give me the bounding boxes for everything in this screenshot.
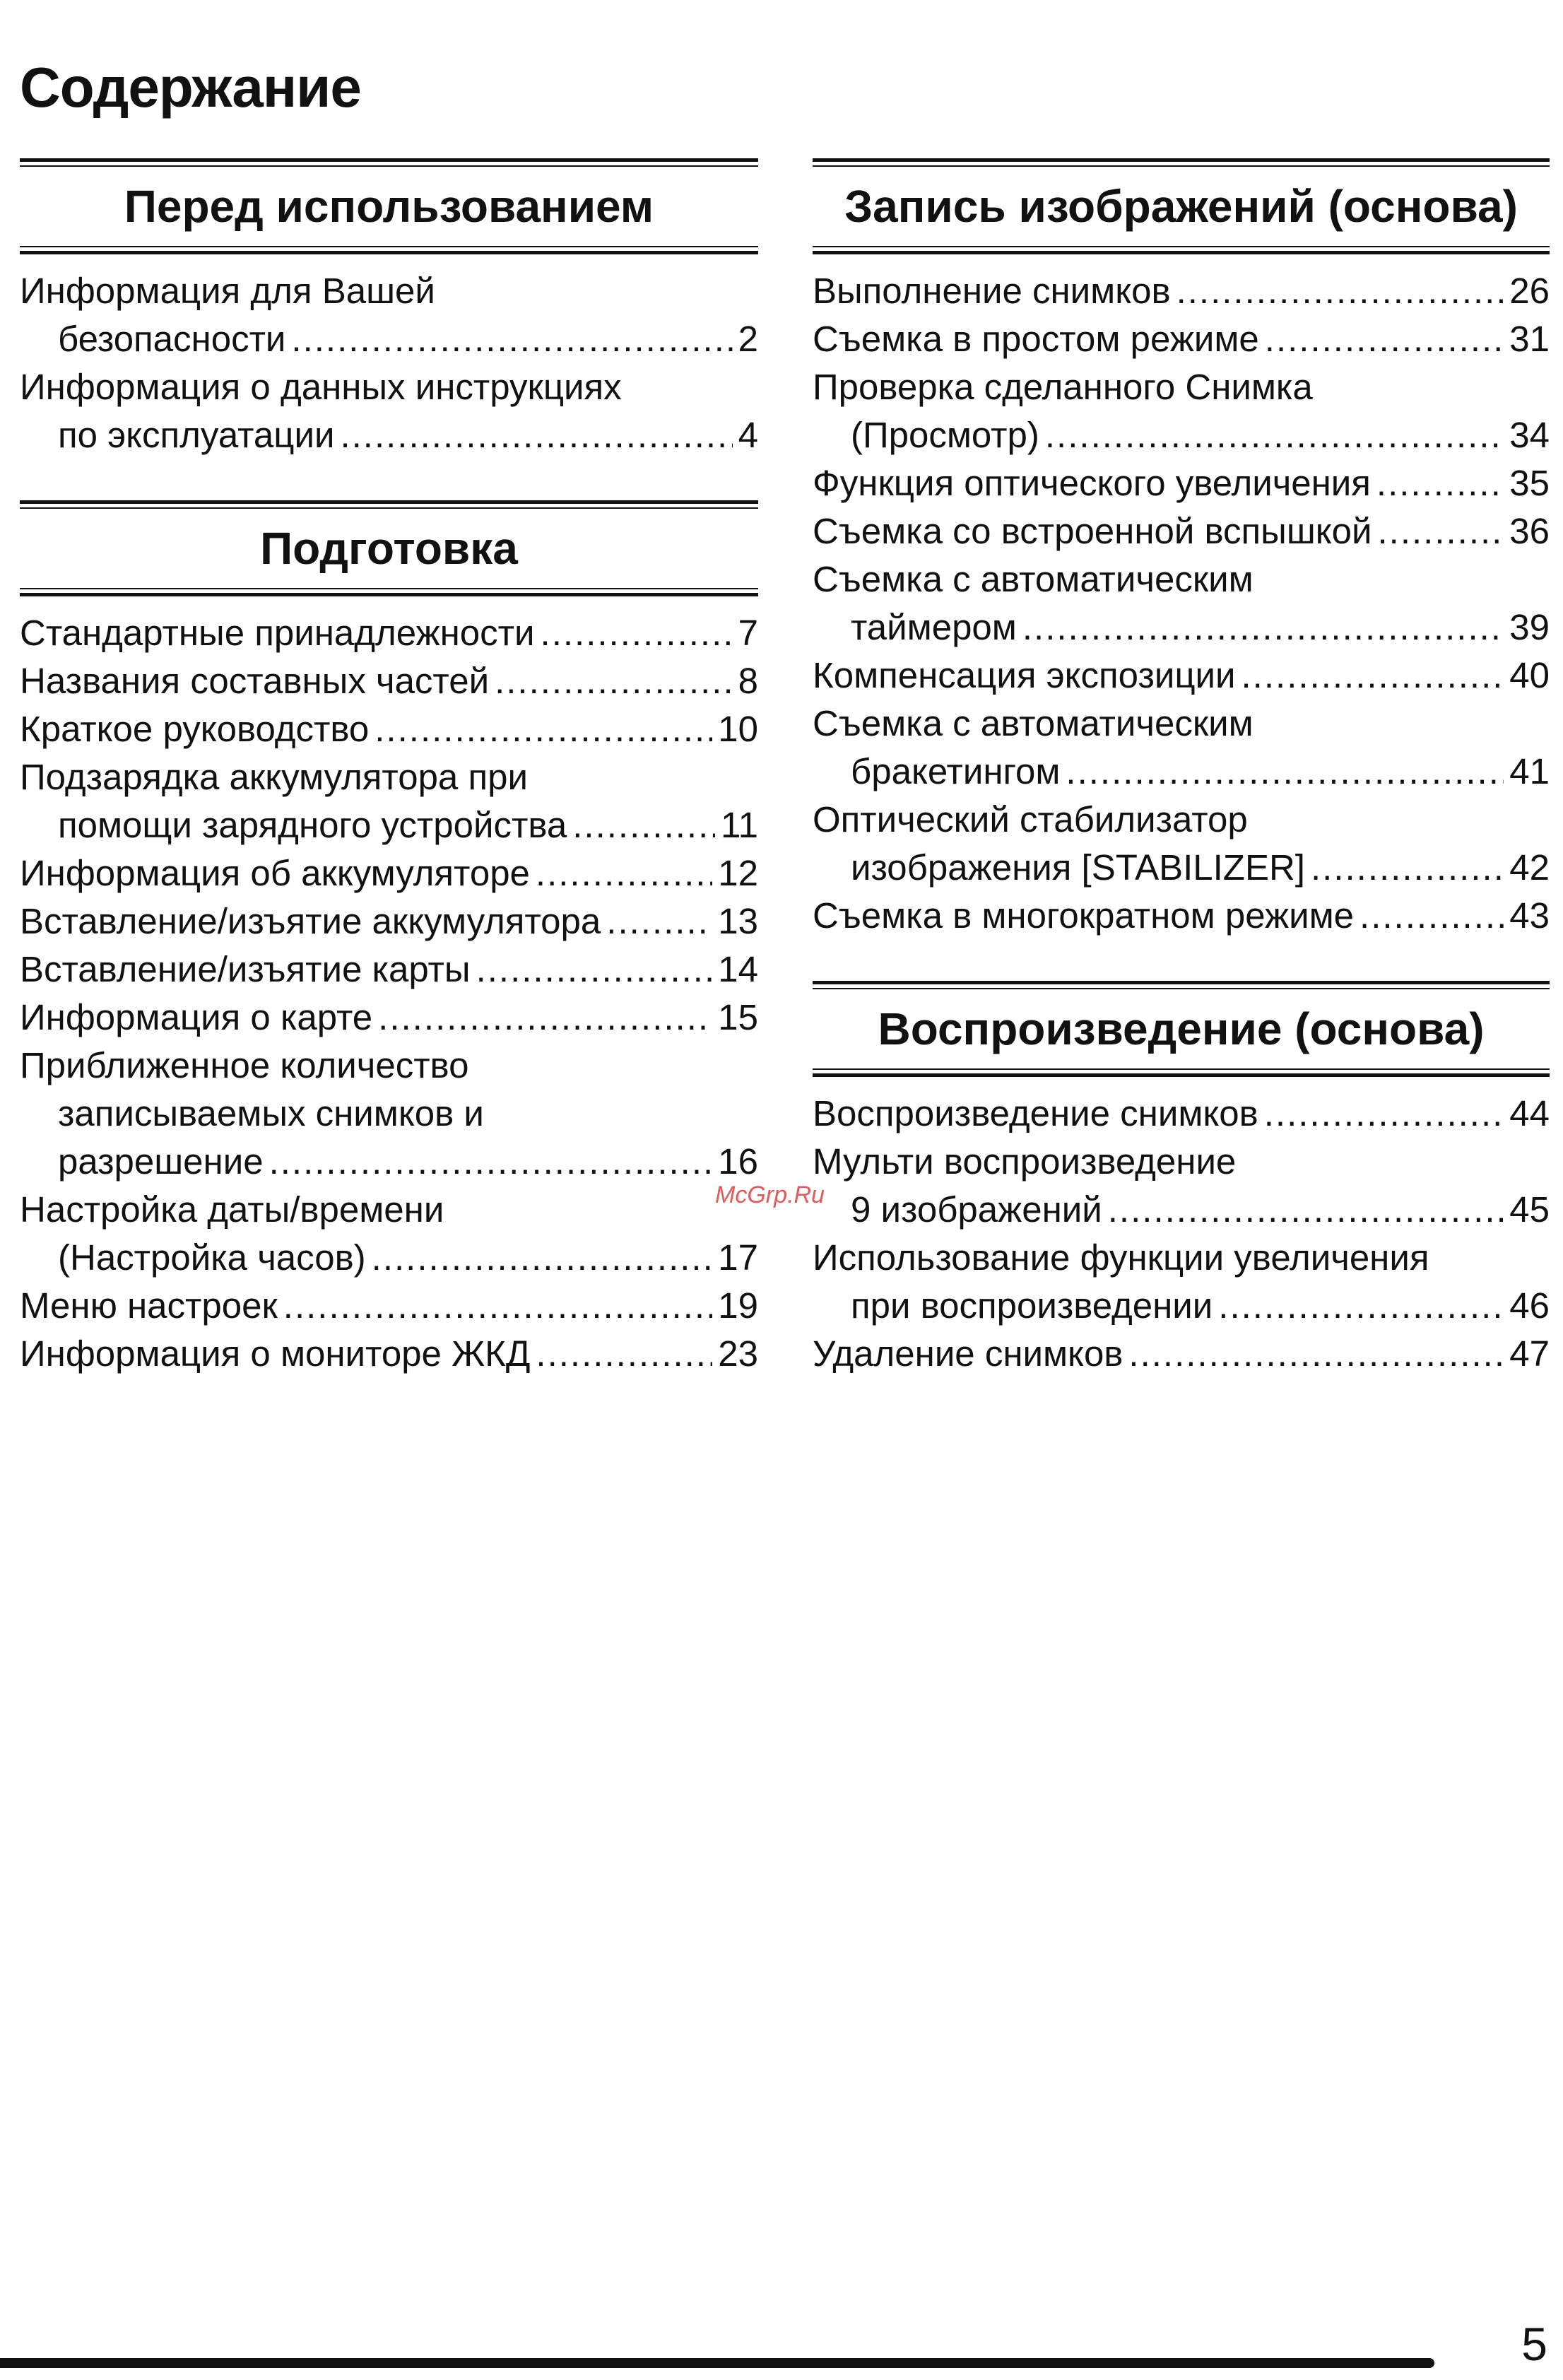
toc-entry-text: записываемых снимков и [58,1093,484,1133]
toc-page-number: 40 [1509,655,1550,695]
toc-entry-text: Функция оптического увеличения [813,463,1371,503]
toc-entry-text: Воспроизведение снимков [813,1093,1258,1133]
divider [20,246,758,247]
toc-entry[interactable] [813,267,1550,315]
dot-leader [372,1234,713,1282]
toc-page-number: 35 [1509,463,1550,503]
toc-page-number: 12 [718,853,758,893]
toc-entry-text: Стандартные принадлежности [20,613,535,653]
toc-entry[interactable] [813,459,1550,507]
toc-page-number: 42 [1509,847,1550,888]
toc-entry-text: Мульти воспроизведение [813,1141,1237,1182]
toc-entry-text: Использование функции увеличения [813,1237,1429,1278]
dot-leader [378,994,712,1042]
toc-entry-text: (Настройка часов) [58,1237,366,1278]
toc-entry[interactable] [20,267,758,363]
toc-page-number: 14 [718,949,758,989]
divider [813,981,1550,984]
toc-entry[interactable] [813,363,1550,459]
dot-leader [1218,1282,1504,1330]
toc-section [813,158,1550,940]
toc-entry-text: (Просмотр) [851,415,1039,455]
toc-entry-text: Информация об аккумуляторе [20,853,530,893]
dot-leader [1066,748,1504,796]
toc-entry-list [813,1090,1550,1378]
toc-page-number: 19 [718,1285,758,1326]
divider [20,500,758,504]
dot-leader [572,801,715,849]
toc-entry-text: Компенсация экспозиции [813,655,1236,695]
divider [20,158,758,162]
toc-entry-text: Подзарядка аккумулятора при [20,757,528,797]
toc-entry-text: бракетингом [851,751,1061,791]
page-title: Содержание [20,56,361,119]
toc-entry-text: Съемка в простом режиме [813,319,1259,359]
dot-leader [283,1282,712,1330]
toc-page-number: 31 [1509,319,1550,359]
toc-page-number: 7 [738,613,758,653]
toc-page-number: 34 [1509,415,1550,455]
toc-entry-list [20,609,758,1378]
toc-page-number: 4 [738,415,758,455]
dot-leader [606,897,712,945]
toc-entry[interactable] [20,945,758,994]
toc-entry[interactable] [20,1186,758,1282]
toc-entry-text: разрешение [58,1141,264,1182]
toc-entry-text: Информация о данных инструкциях [20,367,622,407]
toc-entry[interactable] [20,994,758,1042]
divider [813,251,1550,254]
toc-entry[interactable] [813,507,1550,555]
section-title: Перед использованием [124,181,654,232]
toc-entry[interactable] [20,753,758,849]
dot-leader [1265,315,1504,363]
toc-entry-text: по эксплуатации [58,415,335,455]
dot-leader [269,1138,713,1186]
toc-page-number: 36 [1509,511,1550,551]
dot-leader [495,657,733,705]
toc-entry[interactable] [20,705,758,753]
toc-entry[interactable] [813,796,1550,892]
dot-leader [1359,892,1504,940]
toc-entry-text: Проверка сделанного Снимка [813,367,1313,407]
toc-entry[interactable] [20,1042,758,1186]
toc-entry[interactable] [813,700,1550,796]
toc-right-column [813,158,1550,1419]
toc-entry-text: Съемка с автоматическим [813,559,1254,599]
toc-page-number: 44 [1509,1093,1550,1133]
dot-leader [1128,1330,1504,1378]
toc-entry-text: изображения [STABILIZER] [851,847,1305,888]
dot-leader [1311,844,1504,892]
toc-entry-list [20,267,758,459]
toc-section [813,981,1550,1378]
dot-leader [476,945,713,994]
toc-entry-text: Информация для Вашей [20,271,435,311]
page-number: 5 [1521,2318,1547,2370]
dot-leader [1377,507,1504,555]
toc-section [20,500,758,1378]
toc-entry-text: Удаление снимков [813,1333,1123,1374]
toc-page-number: 43 [1509,895,1550,936]
divider [813,158,1550,162]
divider [813,1073,1550,1077]
toc-entry-text: таймером [851,607,1017,647]
toc-page-number: 45 [1509,1189,1550,1230]
toc-entry[interactable] [813,652,1550,700]
toc-entry[interactable] [813,1234,1550,1330]
toc-entry[interactable] [813,555,1550,652]
toc-entry-text: помощи зарядного устройства [58,805,567,845]
section-title: Воспроизведение (основа) [878,1003,1485,1054]
toc-entry[interactable] [20,897,758,945]
divider [813,246,1550,247]
toc-entry[interactable] [813,1330,1550,1378]
dot-leader [541,609,733,657]
dot-leader [1264,1090,1504,1138]
toc-page-number: 11 [721,805,758,845]
toc-entry-text: Съемка с автоматическим [813,703,1254,743]
section-header [20,500,758,596]
toc-entry-text: Меню настроек [20,1285,278,1326]
section-title: Запись изображений (основа) [844,181,1518,232]
dot-leader [536,1330,712,1378]
toc-page-number: 16 [718,1141,758,1182]
toc-entry-text: Информация о мониторе ЖКД [20,1333,531,1374]
section-header [20,158,758,254]
toc-page-number: 10 [718,709,758,749]
toc-page-number: 15 [718,997,758,1037]
toc-entry-text: 9 изображений [851,1189,1102,1230]
toc-page-number: 41 [1509,751,1550,791]
dot-leader [1022,603,1504,652]
toc-entry[interactable] [20,609,758,657]
dot-leader [1045,411,1504,459]
toc-page-number: 8 [738,661,758,701]
dot-leader [1176,267,1504,315]
toc-page-number: 13 [718,901,758,941]
toc-page-number: 26 [1509,271,1550,311]
divider [813,1068,1550,1070]
toc-page-number: 46 [1509,1285,1550,1326]
divider [20,251,758,254]
toc-section [20,158,758,459]
toc-entry-text: Информация о карте [20,997,373,1037]
dot-leader [340,411,732,459]
toc-entry-text: Названия составных частей [20,661,490,701]
toc-entry-list [813,267,1550,940]
toc-entry-text: Краткое руководство [20,709,370,749]
dot-leader [291,315,732,363]
section-header [813,981,1550,1077]
toc-entry[interactable] [20,1330,758,1378]
toc-entry-text: Выполнение снимков [813,271,1171,311]
toc-entry-text: безопасности [58,319,286,359]
dot-leader [536,849,712,897]
footer-bar [0,2358,1434,2368]
toc-entry[interactable] [813,315,1550,363]
toc-page-number: 47 [1509,1333,1550,1374]
dot-leader [1376,459,1504,507]
toc-entry-text: Оптический стабилизатор [813,799,1248,840]
toc-page-number: 39 [1509,607,1550,647]
toc-entry[interactable] [20,363,758,459]
toc-entry[interactable] [813,1138,1550,1234]
toc-entry-text: Вставление/изъятие карты [20,949,471,989]
toc-entry-text: при воспроизведении [851,1285,1213,1326]
toc-entry[interactable] [20,657,758,705]
toc-entry[interactable] [20,1282,758,1330]
section-title: Подготовка [260,523,518,574]
dot-leader [1241,652,1504,700]
toc-page-number: 2 [738,319,758,359]
toc-entry-text: Съемка со встроенной вспышкой [813,511,1372,551]
divider [20,593,758,596]
toc-entry-text: Настройка даты/времени [20,1189,444,1230]
toc-page-number: 23 [718,1333,758,1374]
toc-entry-text: Вставление/изъятие аккумулятора [20,901,601,941]
toc-entry[interactable] [20,849,758,897]
divider [20,588,758,589]
toc-entry-text: Приближенное количество [20,1045,469,1085]
watermark: McGrp.Ru [715,1182,825,1208]
toc-entry[interactable] [813,892,1550,940]
toc-entry-text: Съемка в многократном режиме [813,895,1355,936]
dot-leader [1108,1186,1504,1234]
section-header [813,158,1550,254]
dot-leader [374,705,712,753]
toc-page-number: 17 [718,1237,758,1278]
toc-left-column [20,158,758,1419]
toc-entry[interactable] [813,1090,1550,1138]
